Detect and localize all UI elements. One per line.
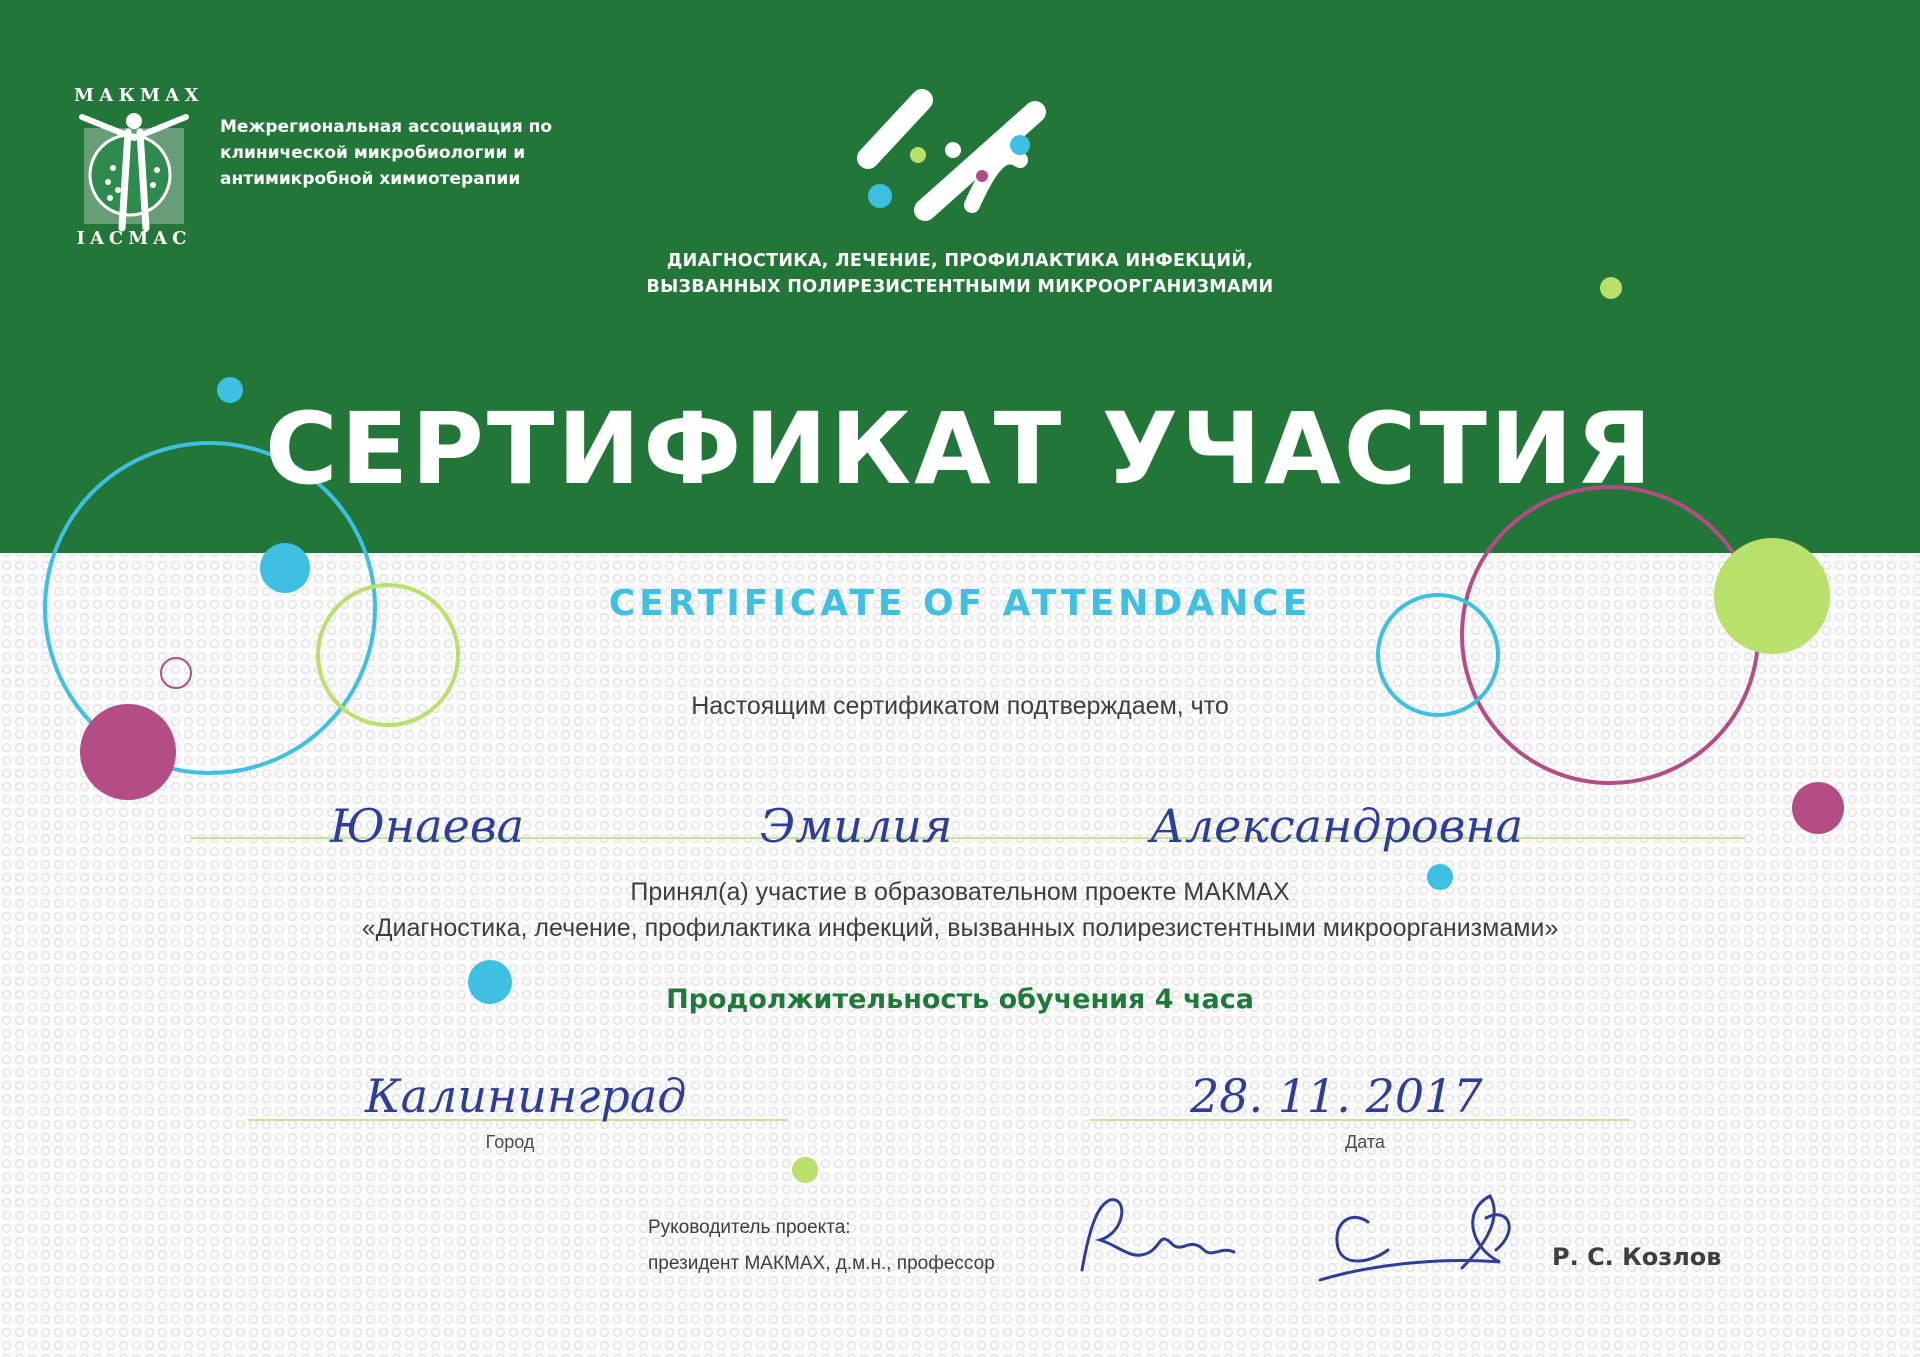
leader-name: Р. С. Козлов bbox=[1552, 1243, 1722, 1271]
participation-line-2: «Диагностика, лечение, профилактика инфекций, вызванных полирезистентными микроорганизмами» bbox=[361, 914, 1559, 942]
participant-first-name: Эмилия bbox=[760, 799, 953, 853]
project-leader-title bbox=[648, 1210, 1068, 1282]
certificate-title-ru: СЕРТИФИКАТ УЧАСТИЯ bbox=[264, 392, 1656, 507]
lime-dot-top-right bbox=[1600, 277, 1622, 299]
participant-surname: Юнаева bbox=[330, 799, 525, 853]
participant-patronymic: Александровна bbox=[1150, 799, 1524, 853]
project-topic: ДИАГНОСТИКА, ЛЕЧЕНИЕ, ПРОФИЛАКТИКА ИНФЕКЦИЙ, ВЫЗВАННЫХ ПОЛИРЕЗИСТЕНТНЫМИ МИКРООРГАНИЗМАМИ bbox=[646, 251, 1274, 297]
magenta-ring-right bbox=[1462, 487, 1758, 783]
iacmac-logo-figure bbox=[82, 113, 186, 228]
handwritten-signature bbox=[1082, 1196, 1509, 1280]
city-value: Калининград bbox=[365, 1069, 687, 1123]
logo-bottom-text: IACMAC bbox=[76, 228, 192, 249]
date-value: 28. 11. 2017 bbox=[1190, 1069, 1483, 1123]
date-label: Дата bbox=[1345, 1132, 1385, 1152]
certificate-title-en: CERTIFICATE OF ATTENDANCE bbox=[608, 583, 1312, 624]
training-duration: Продолжительность обучения 4 часа bbox=[666, 984, 1254, 1015]
lime-dot-right bbox=[1714, 538, 1830, 654]
cyan-dot-left bbox=[260, 543, 310, 593]
organization-name: Межрегиональная ассоциация по клинической микробиологии и антимикробной химиотерапии bbox=[220, 117, 553, 189]
small-magenta-ring bbox=[161, 658, 191, 688]
leader-role-line-1: Руководитель проекта: bbox=[648, 1217, 851, 1238]
leader-role-line-2: президент МАКМАХ, д.м.н., профессор bbox=[648, 1253, 995, 1274]
logo-top-text: МАКМАХ bbox=[74, 85, 204, 106]
magenta-dot-right bbox=[1792, 782, 1844, 834]
city-label: Город bbox=[485, 1132, 535, 1152]
participation-line-1: Принял(а) участие в образовательном проекте МАКМАХ bbox=[630, 878, 1290, 906]
project-emblem bbox=[868, 100, 1035, 210]
intro-text: Настоящим сертификатом подтверждаем, что bbox=[691, 692, 1229, 720]
lime-dot-bottom bbox=[792, 1157, 818, 1183]
